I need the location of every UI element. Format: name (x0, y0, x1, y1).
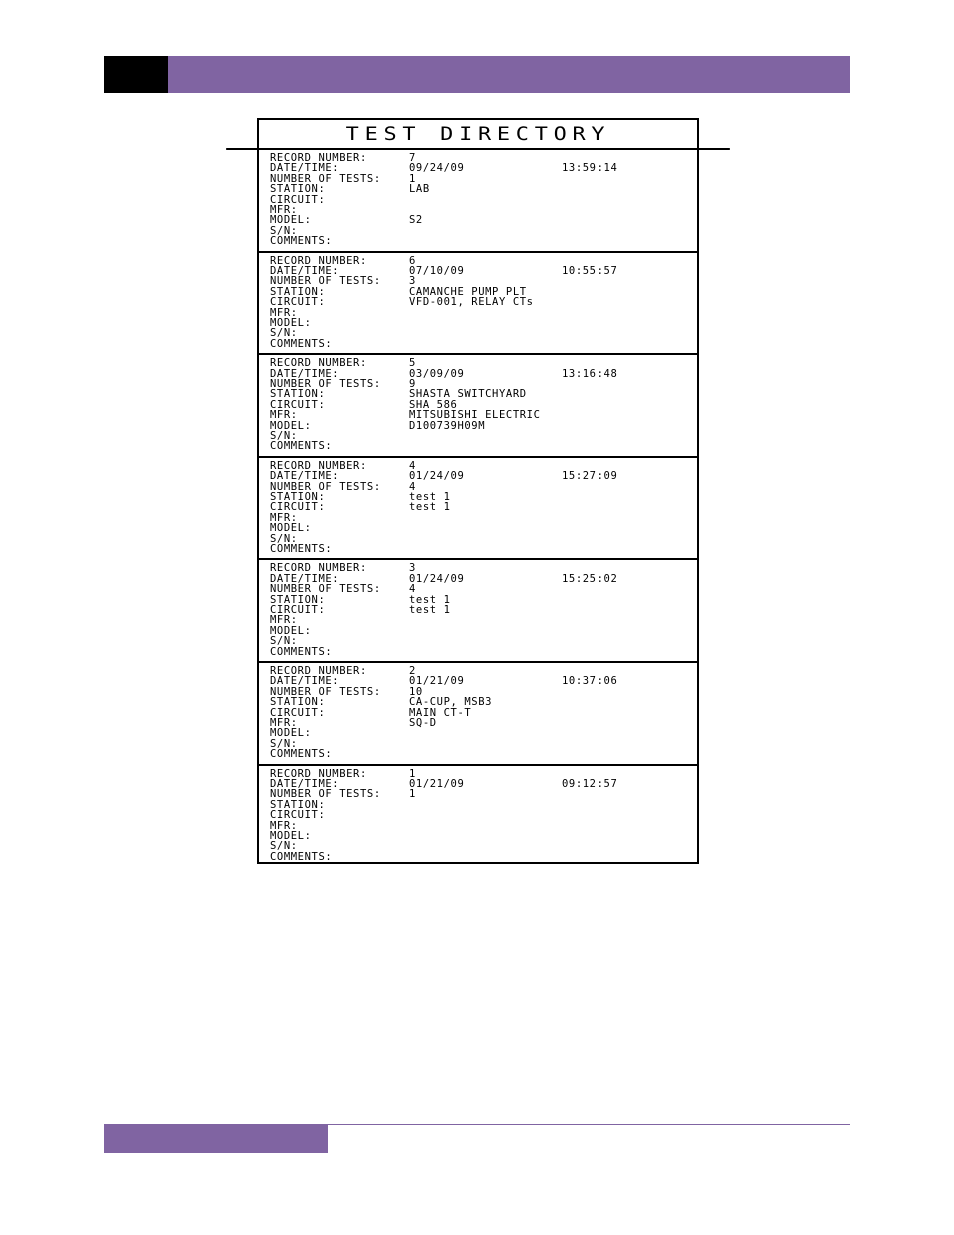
mfr-label: MFR: (270, 409, 298, 422)
time-value: 09:12:57 (562, 777, 618, 790)
number-of-tests-value: 4 (409, 583, 416, 596)
mfr-label: MFR: (270, 511, 298, 524)
record-number-label: RECORD NUMBER: (270, 459, 367, 472)
record-list (259, 150, 697, 868)
serial-number-label: S/N: (270, 224, 298, 237)
circuit-line (270, 297, 697, 307)
number-of-tests-line (270, 584, 697, 594)
circuit-line (270, 502, 697, 512)
number-of-tests-value: 1 (409, 172, 416, 185)
serial-number-label: S/N: (270, 429, 298, 442)
record-number-value: 3 (409, 562, 416, 575)
number-of-tests-label: NUMBER OF TESTS: (270, 583, 381, 596)
record-number-value: 6 (409, 254, 416, 267)
circuit-value: SHA 586 (409, 398, 458, 411)
circuit-value: test 1 (409, 501, 451, 514)
number-of-tests-line (270, 482, 697, 492)
station-value: LAB (409, 183, 430, 196)
model-label: MODEL: (270, 829, 312, 842)
comments-line (270, 441, 697, 451)
model-value: D100739H09M (409, 419, 486, 432)
date-time-label: DATE/TIME: (270, 470, 340, 483)
date-value: 03/09/09 (409, 367, 465, 380)
serial-number-line (270, 636, 697, 646)
serial-number-line (270, 226, 697, 236)
station-label: STATION: (270, 388, 326, 401)
record-number-value: 7 (409, 152, 416, 164)
number-of-tests-value: 9 (409, 377, 416, 390)
record-number-value: 1 (409, 767, 416, 780)
time-value: 13:16:48 (562, 367, 618, 380)
circuit-line (270, 810, 697, 820)
date-time-label: DATE/TIME: (270, 572, 340, 585)
mfr-label: MFR: (270, 614, 298, 627)
model-value: S2 (409, 214, 423, 227)
serial-number-label: S/N: (270, 635, 298, 648)
comments-label: COMMENTS: (270, 337, 333, 350)
record-block (259, 560, 697, 663)
record-block (259, 253, 697, 356)
station-line (270, 184, 697, 194)
comments-label: COMMENTS: (270, 748, 333, 761)
time-value: 15:25:02 (562, 572, 618, 585)
record-number-label: RECORD NUMBER: (270, 562, 367, 575)
comments-line (270, 749, 697, 759)
model-label: MODEL: (270, 624, 312, 637)
date-value: 01/21/09 (409, 675, 465, 688)
circuit-label: CIRCUIT: (270, 706, 326, 719)
mfr-value: MITSUBISHI ELECTRIC (409, 409, 541, 422)
number-of-tests-value: 1 (409, 788, 416, 801)
station-label: STATION: (270, 285, 326, 298)
model-label: MODEL: (270, 316, 312, 329)
comments-line (270, 852, 697, 862)
station-label: STATION: (270, 183, 326, 196)
station-line (270, 492, 697, 502)
station-label: STATION: (270, 696, 326, 709)
serial-number-label: S/N: (270, 532, 298, 545)
number-of-tests-value: 3 (409, 275, 416, 288)
number-of-tests-label: NUMBER OF TESTS: (270, 685, 381, 698)
test-directory-printout (257, 118, 699, 864)
mfr-line (270, 205, 697, 215)
comments-label: COMMENTS: (270, 542, 333, 555)
serial-number-line (270, 739, 697, 749)
serial-number-line (270, 328, 697, 338)
model-line (270, 831, 697, 841)
model-line (270, 523, 697, 533)
comments-label: COMMENTS: (270, 850, 333, 863)
circuit-value: MAIN CT-T (409, 706, 472, 719)
time-value: 13:59:14 (562, 162, 618, 175)
mfr-label: MFR: (270, 306, 298, 319)
comments-line (270, 647, 697, 657)
station-line (270, 800, 697, 810)
date-time-label: DATE/TIME: (270, 264, 340, 277)
header-purple-bar (168, 56, 850, 93)
circuit-label: CIRCUIT: (270, 603, 326, 616)
date-value: 01/24/09 (409, 572, 465, 585)
time-value: 10:55:57 (562, 264, 618, 277)
model-line (270, 626, 697, 636)
station-label: STATION: (270, 798, 326, 811)
number-of-tests-label: NUMBER OF TESTS: (270, 480, 381, 493)
number-of-tests-label: NUMBER OF TESTS: (270, 172, 381, 185)
circuit-label: CIRCUIT: (270, 809, 326, 822)
printout-title: TEST DIRECTORY (226, 120, 730, 150)
record-number-label: RECORD NUMBER: (270, 152, 367, 164)
number-of-tests-line (270, 789, 697, 799)
serial-number-line (270, 431, 697, 441)
number-of-tests-value: 4 (409, 480, 416, 493)
number-of-tests-label: NUMBER OF TESTS: (270, 377, 381, 390)
station-value: SHASTA SWITCHYARD (409, 388, 527, 401)
record-number-label: RECORD NUMBER: (270, 254, 367, 267)
date-time-label: DATE/TIME: (270, 162, 340, 175)
date-time-label: DATE/TIME: (270, 777, 340, 790)
station-value: test 1 (409, 593, 451, 606)
record-number-label: RECORD NUMBER: (270, 357, 367, 370)
model-line (270, 421, 697, 431)
record-block (259, 355, 697, 458)
model-line (270, 728, 697, 738)
record-number-label: RECORD NUMBER: (270, 767, 367, 780)
date-value: 07/10/09 (409, 264, 465, 277)
record-block (259, 766, 697, 869)
footer-purple-block (104, 1124, 328, 1153)
circuit-value: VFD-001, RELAY CTs (409, 296, 534, 309)
station-value: test 1 (409, 490, 451, 503)
record-number-value: 2 (409, 664, 416, 677)
comments-label: COMMENTS: (270, 440, 333, 453)
mfr-value: SQ-D (409, 716, 437, 729)
comments-label: COMMENTS: (270, 235, 333, 248)
comments-label: COMMENTS: (270, 645, 333, 658)
serial-number-line (270, 841, 697, 851)
circuit-label: CIRCUIT: (270, 193, 326, 206)
mfr-label: MFR: (270, 203, 298, 216)
station-value: CAMANCHE PUMP PLT (409, 285, 527, 298)
date-value: 01/24/09 (409, 470, 465, 483)
serial-number-label: S/N: (270, 737, 298, 750)
comments-line (270, 236, 697, 246)
model-label: MODEL: (270, 727, 312, 740)
mfr-line (270, 410, 697, 420)
record-block (259, 150, 697, 253)
station-label: STATION: (270, 593, 326, 606)
record-block (259, 663, 697, 766)
circuit-line (270, 708, 697, 718)
model-label: MODEL: (270, 419, 312, 432)
number-of-tests-value: 10 (409, 685, 423, 698)
date-time-line (270, 471, 697, 481)
mfr-line (270, 718, 697, 728)
model-label: MODEL: (270, 214, 312, 227)
circuit-label: CIRCUIT: (270, 296, 326, 309)
mfr-label: MFR: (270, 819, 298, 832)
model-line (270, 318, 697, 328)
record-number-value: 4 (409, 459, 416, 472)
date-time-label: DATE/TIME: (270, 675, 340, 688)
station-value: CA-CUP, MSB3 (409, 696, 493, 709)
mfr-line (270, 821, 697, 831)
mfr-line (270, 308, 697, 318)
comments-line (270, 339, 697, 349)
header-black-block (104, 56, 168, 93)
serial-number-label: S/N: (270, 840, 298, 853)
circuit-line (270, 605, 697, 615)
mfr-line (270, 615, 697, 625)
number-of-tests-label: NUMBER OF TESTS: (270, 788, 381, 801)
mfr-line (270, 513, 697, 523)
station-line (270, 697, 697, 707)
number-of-tests-line (270, 174, 697, 184)
date-value: 01/21/09 (409, 777, 465, 790)
station-line (270, 389, 697, 399)
circuit-line (270, 195, 697, 205)
station-label: STATION: (270, 490, 326, 503)
serial-number-line (270, 534, 697, 544)
circuit-label: CIRCUIT: (270, 398, 326, 411)
date-value: 09/24/09 (409, 162, 465, 175)
model-label: MODEL: (270, 522, 312, 535)
time-value: 15:27:09 (562, 470, 618, 483)
time-value: 10:37:06 (562, 675, 618, 688)
comments-line (270, 544, 697, 554)
model-line (270, 215, 697, 225)
station-line (270, 595, 697, 605)
circuit-label: CIRCUIT: (270, 501, 326, 514)
mfr-label: MFR: (270, 716, 298, 729)
record-block (259, 458, 697, 561)
number-of-tests-label: NUMBER OF TESTS: (270, 275, 381, 288)
date-time-label: DATE/TIME: (270, 367, 340, 380)
record-number-value: 5 (409, 357, 416, 370)
record-number-label: RECORD NUMBER: (270, 664, 367, 677)
circuit-value: test 1 (409, 603, 451, 616)
serial-number-label: S/N: (270, 327, 298, 340)
